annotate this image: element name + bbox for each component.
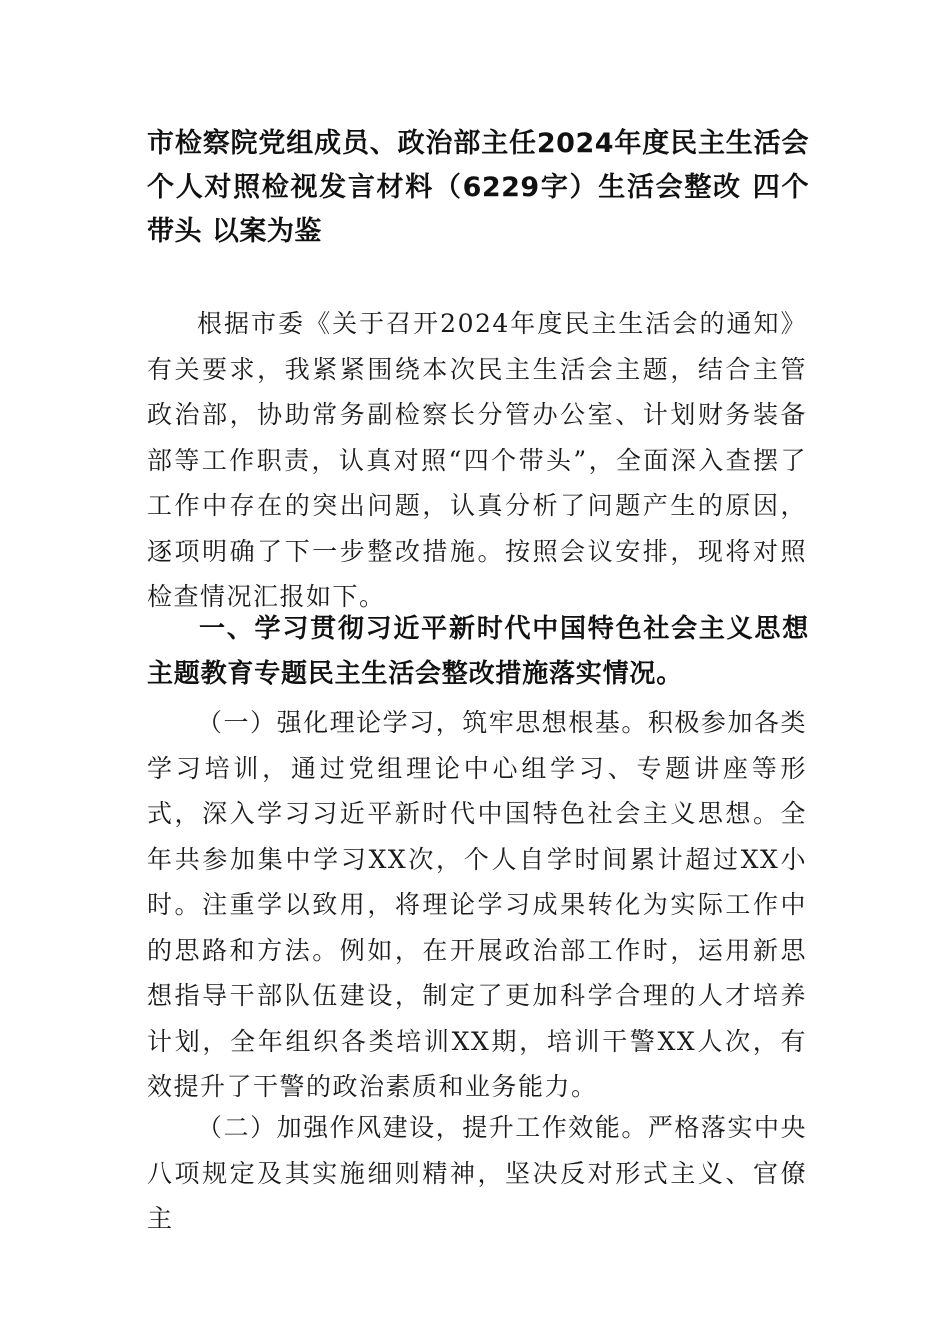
intro-paragraph: 根据市委《关于召开2024年度民主生活会的通知》有关要求，我紧紧围绕本次民主生活会主题，结合主管政治部，协助常务副检察长分管办公室、计划财务装备部等工作职责，认真对照“四个带头”，全面深入查摆了工作中存在的突出问题，认真分析了问题产生的原因，逐项明确了下一步整改措施。按照会议安排，现将对照检查情况汇报如下。 bbox=[147, 309, 807, 611]
body-paragraph: （二）加强作风建设，提升工作效能。严格落实中央八项规定及其实施细则精神，坚决反对形式主义、官僚主 bbox=[147, 1113, 807, 1233]
document-title: 市检察院党组成员、政治部主任2024年度民主生活会个人对照检视发言材料（6229字）生活会整改 四个带头 以案为鉴 bbox=[147, 128, 809, 247]
section-heading: 一、学习贯彻习近平新时代中国特色社会主义思想主题教育专题民主生活会整改措施落实情况。 bbox=[147, 614, 809, 689]
body-paragraph: （一）强化理论学习，筑牢思想根基。积极参加各类学习培训，通过党组理论中心组学习、专题讲座等形式，深入学习习近平新时代中国特色社会主义思想。全年共参加集中学习XX次，个人自学时间累计超过XX小时。注重学以致用，将理论学习成果转化为实际工作中的思路和方法。例如，在开展政治部工作时，运用新思想指导干部队伍建设，制定了更加科学合理的人才培养计划，全年组织各类培训XX期，培训干警XX人次，有效提升了干警的政治素质和业务能力。 bbox=[147, 708, 807, 1101]
